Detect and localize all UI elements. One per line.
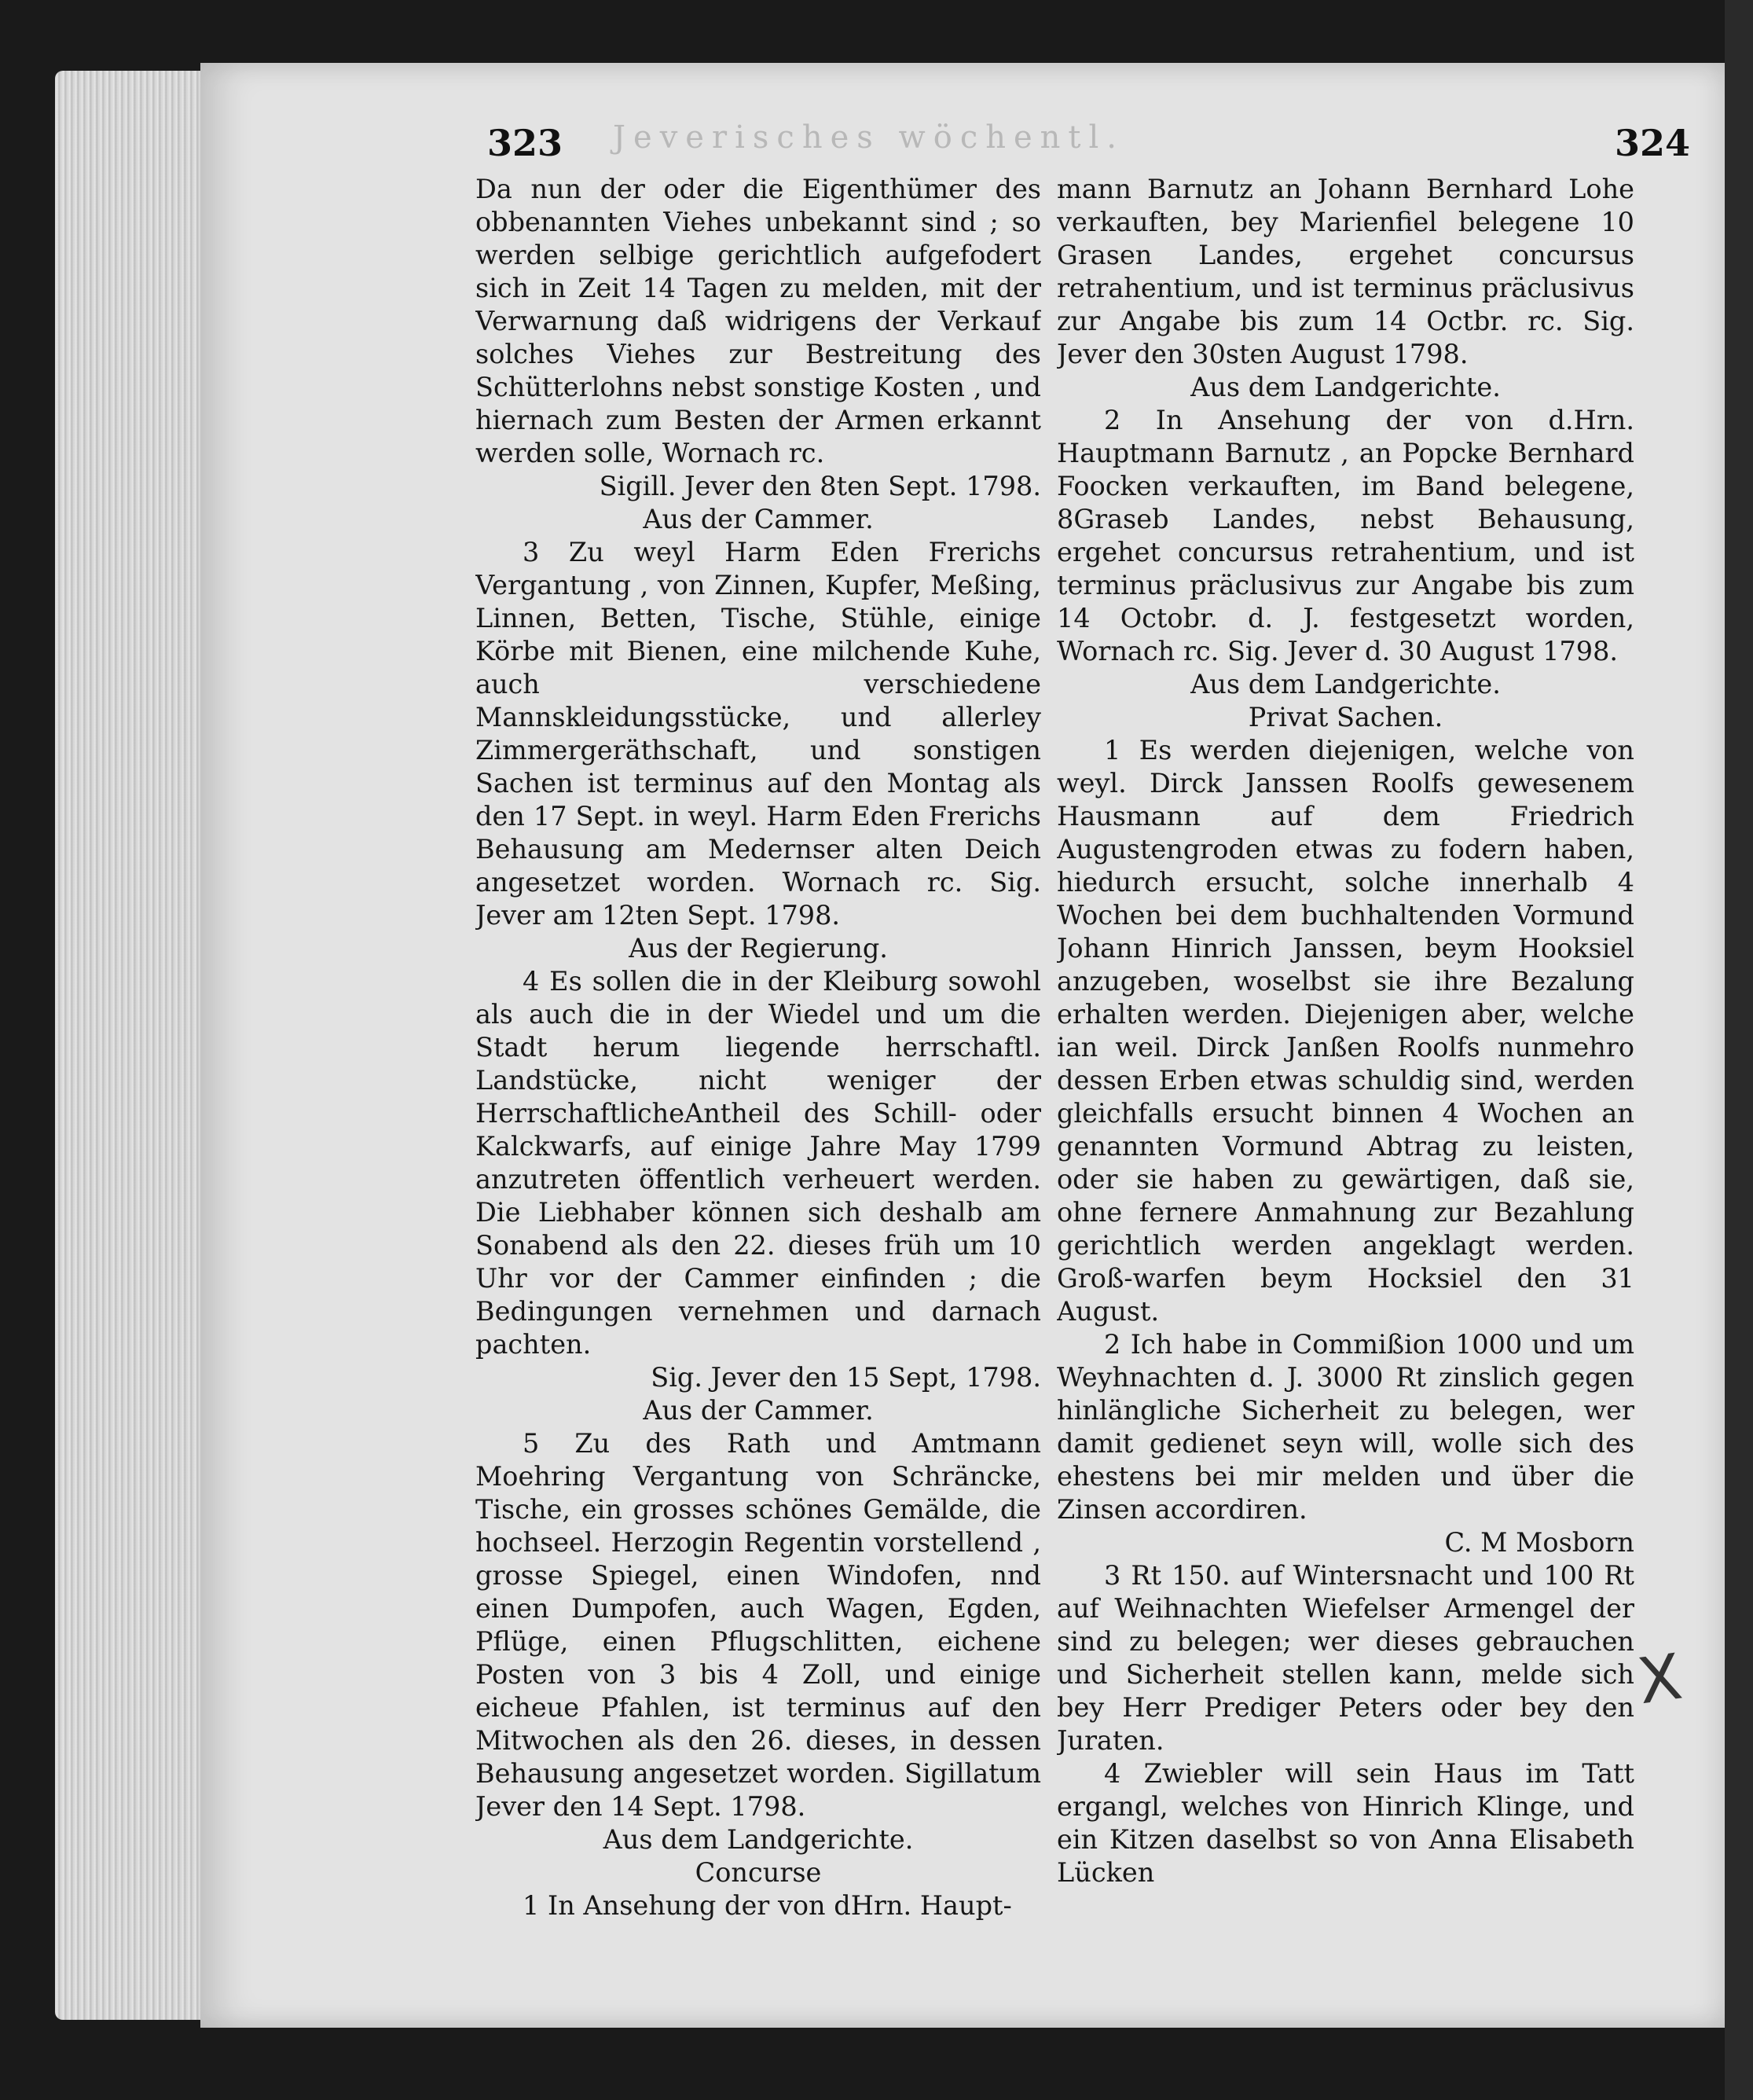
- signature-line: Sig. Jever den 15 Sept, 1798.: [651, 1362, 1041, 1393]
- section-heading: Aus der Cammer.: [643, 504, 874, 534]
- section-heading: Aus dem Landgerichte.: [1190, 669, 1501, 699]
- paragraph: 2 Ich habe in Commißion 1000 und um Weyhnachten d. J. 3000 Rt zinslich gegen hinlängliche Sicherheit zu belegen, wer damit gedienet seyn will, wolle sich des ehestens bei mir melden und über die Zinsen accordiren.: [1057, 1329, 1634, 1525]
- paragraph: 4 Es sollen die in der Kleiburg sowohl als auch die in der Wiedel und um die Stadt herum liegende herrschaftl. Landstücke, nicht weniger der HerrschaftlicheAntheil des Schill- oder Kalckwarfs, auf einige Jahre May 1799 anzutreten öffentlich verheuert werden. Die Liebhaber können sich deshalb am Sonabend als den 22. dieses früh um 10 Uhr vor der Cammer einfinden ; die Bedingungen vernehmen und darnach pachten.: [475, 966, 1041, 1360]
- paragraph: 5 Zu des Rath und Amtmann Moehring Vergantung von Schräncke, Tische, ein grosses schönes Gemälde, die hochseel. Herzogin Regentin vorstellend , grosse Spiegel, einen Windofen, nnd einen Dumpofen, auch Wagen, Egden, Pflüge, einen Pflugschlitten, eichene Posten von 3 bis 4 Zoll, und einige eicheue Pfahlen, ist terminus auf den Mitwochen als den 26. dieses, in dessen Behausung angesetzet worden. Sigillatum Jever den 14 Sept. 1798.: [475, 1428, 1041, 1822]
- page-number-left: 323: [487, 122, 563, 164]
- paragraph: Da nun der oder die Eigenthümer des obbenannten Viehes unbekannt sind ; so werden selbige gerichtlich aufgefodert sich in Zeit 14 Tagen zu melden, mit der Verwarnung daß widrigens der Verkauf solches Viehes zur Bestreitung des Schütterlohns nebst sonstige Kosten , und hiernach zum Besten der Armen erkannt werden solle, Wornach rc.: [475, 174, 1041, 468]
- paragraph: 1 Es werden diejenigen, welche von weyl. Dirck Janssen Roolfs gewesenem Hausmann auf dem Friedrich Augustengroden etwas zu fodern haben, hiedurch ersucht, solche innerhalb 4 Wochen bei dem buchhaltenden Vormund Johann Hinrich Janssen, beym Hooksiel anzugeben, woselbst sie ihre Bezalung erhalten werden. Diejenigen aber, welche ian weil. Dirck Janßen Roolfs nunmehro dessen Erben etwas schuldig sind, werden gleichfalls ersucht binnen 4 Wochen an genannten Vormund Abtrag zu leisten, oder sie haben zu gewärtigen, daß sie, ohne fernere Anmahnung zur Bezahlung gerichtlich werden angeklagt werden. Groß-warfen beym Hocksiel den 31 August.: [1057, 735, 1634, 1327]
- handwritten-x-mark: X: [1633, 1639, 1687, 1719]
- running-head: Jeverisches wöchentl.: [613, 119, 1124, 156]
- section-heading: Concurse: [695, 1857, 822, 1888]
- paragraph: 1 In Ansehung der von dHrn. Haupt-: [523, 1890, 1012, 1921]
- scan-border: [1725, 0, 1753, 2100]
- section-heading: Aus dem Landgerichte.: [603, 1824, 914, 1855]
- section-heading: Aus dem Landgerichte.: [1190, 372, 1501, 402]
- page-edges: [55, 71, 212, 2020]
- left-column: [475, 173, 1041, 1981]
- paragraph: mann Barnutz an Johann Bernhard Lohe verkauften, bey Marienfiel belegene 10 Grasen Landes, ergehet concursus retrahentium, und ist terminus präclusivus zur Angabe bis zum 14 Octbr. rc. Sig. Jever den 30sten August 1798.: [1057, 174, 1634, 369]
- paragraph: 3 Rt 150. auf Wintersnacht und 100 Rt auf Weihnachten Wiefelser Armengel der sind zu belegen; wer dieses gebrauchen und Sicherheit stellen kann, melde sich bey Herr Prediger Peters oder bey den Juraten.: [1057, 1560, 1634, 1756]
- paragraph: 4 Zwiebler will sein Haus im Tatt ergangl, welches von Hinrich Klinge, und ein Kitzen daselbst so von Anna Elisabeth Lücken: [1057, 1758, 1634, 1888]
- page-number-right: 324: [1615, 122, 1691, 164]
- paragraph: 2 In Ansehung der von d.Hrn. Hauptmann Barnutz , an Popcke Bernhard Foocken verkauften, im Band belegene, 8Graseb Landes, nebst Behausung, ergehet concursus retrahentium, und ist terminus präclusivus zur Angabe bis zum 14 Octobr. d. J. festgesetzt worden, Wornach rc. Sig. Jever d. 30 August 1798.: [1057, 405, 1634, 666]
- section-heading: Aus der Regierung.: [629, 933, 888, 964]
- paragraph: 3 Zu weyl Harm Eden Frerichs Vergantung , von Zinnen, Kupfer, Meßing, Linnen, Betten, Tische, Stühle, einige Körbe mit Bienen, eine milchende Kuhe, auch verschiedene Mannskleidungsstücke, und allerley Zimmergeräthschaft, und sonstigen Sachen ist terminus auf den Montag als den 17 Sept. in weyl. Harm Eden Frerichs Behausung am Medernser alten Deich angesetzet worden. Wornach rc. Sig. Jever am 12ten Sept. 1798.: [475, 537, 1041, 931]
- right-column: [1057, 173, 1634, 1981]
- signature-line: C. M Mosborn: [1444, 1527, 1634, 1558]
- section-heading: Privat Sachen.: [1248, 702, 1443, 732]
- section-heading: Aus der Cammer.: [643, 1395, 874, 1426]
- signature-line: Sigill. Jever den 8ten Sept. 1798.: [599, 471, 1041, 501]
